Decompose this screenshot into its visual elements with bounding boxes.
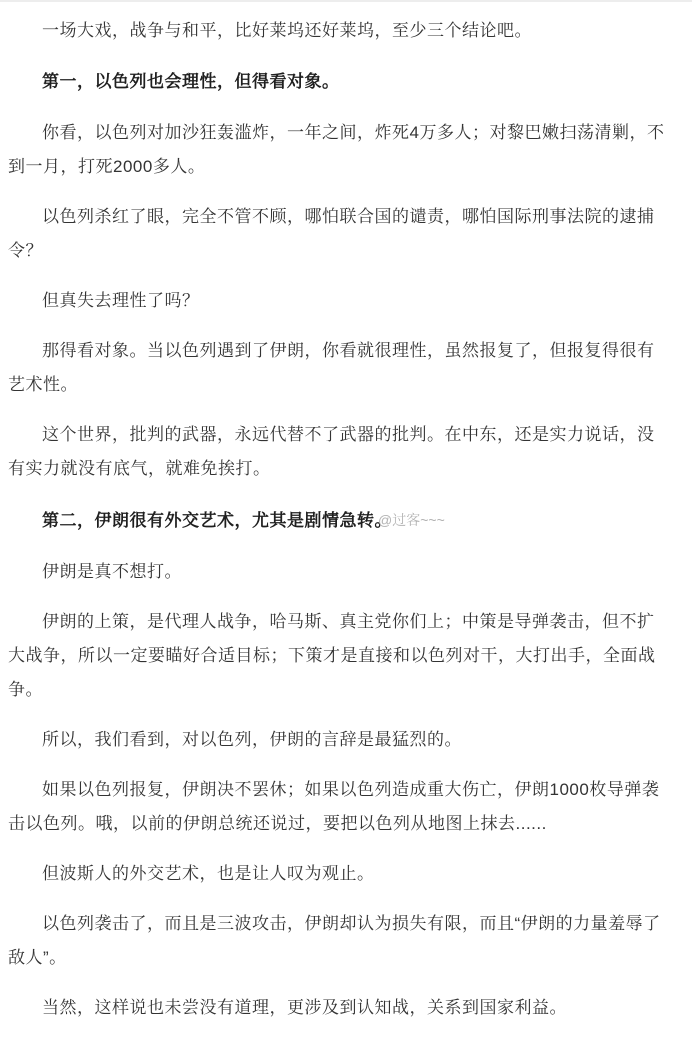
text-run: 一场大戏，战争与和平，比好莱坞还好莱坞，至少三个结论吧。 <box>42 21 532 40</box>
paragraph <box>8 555 670 589</box>
paragraph <box>8 116 670 184</box>
text-run: 第一，以色列也会理性，但得看对象。 <box>42 72 340 91</box>
text-run: 以色列袭击了，而且是三波攻击，伊朗却认为损失有限，而且“伊朗的力量羞辱了敌人”。 <box>8 914 661 967</box>
text-run: 伊朗的上策，是代理人战争，哈马斯、真主党你们上；中策是导弹袭击，但不扩大战争，所以一定要瞄好合适目标；下策才是直接和以色列对干，大打出手，全面战争。 <box>8 612 656 699</box>
paragraph <box>8 723 670 757</box>
text-run: 以色列杀红了眼，完全不管不顾，哪怕联合国的谴责，哪怕国际刑事法院的逮捕令？ <box>8 207 655 260</box>
text-run: 你看，以色列对加沙狂轰滥炸，一年之间，炸死4万多人；对黎巴嫩扫荡清剿，不到一月，打死2000多人。 <box>8 123 665 176</box>
text-run: 第二，伊朗很有外交艺术，尤其是剧情急转。 <box>42 511 392 530</box>
paragraph <box>8 907 670 975</box>
paragraph <box>8 991 670 1025</box>
text-run: 这个世界，批判的武器，永远代替不了武器的批判。在中东，还是实力说话，没有实力就没有底气，就难免挨打。 <box>8 425 655 478</box>
paragraph <box>8 605 670 707</box>
text-run: 当然，这样说也未尝没有道理，更涉及到认知战，关系到国家利益。 <box>42 998 567 1017</box>
paragraph <box>8 14 670 48</box>
section-heading <box>8 503 670 538</box>
paragraph <box>8 200 670 268</box>
paragraph <box>8 857 670 891</box>
text-run: 伊朗是真不想打。 <box>42 562 182 581</box>
text-run: 那得看对象。当以色列遇到了伊朗，你看就很理性，虽然报复了，但报复得很有艺术性。 <box>8 341 655 394</box>
paragraph <box>8 418 670 486</box>
watermark: @过客~~~ <box>378 512 445 528</box>
text-run: 所以，我们看到，对以色列，伊朗的言辞是最猛烈的。 <box>42 730 462 749</box>
article-body <box>0 2 692 1059</box>
text-run: 如果以色列报复，伊朗决不罢休；如果以色列造成重大伤亡，伊朗1000枚导弹袭击以色列。哦，以前的伊朗总统还说过，要把以色列从地图上抹去...... <box>8 780 660 833</box>
paragraph <box>8 284 670 318</box>
text-run: 但真失去理性了吗？ <box>42 291 200 310</box>
paragraph <box>8 773 670 841</box>
paragraph <box>8 334 670 402</box>
text-run: 但波斯人的外交艺术，也是让人叹为观止。 <box>42 864 375 883</box>
section-heading <box>8 65 670 99</box>
